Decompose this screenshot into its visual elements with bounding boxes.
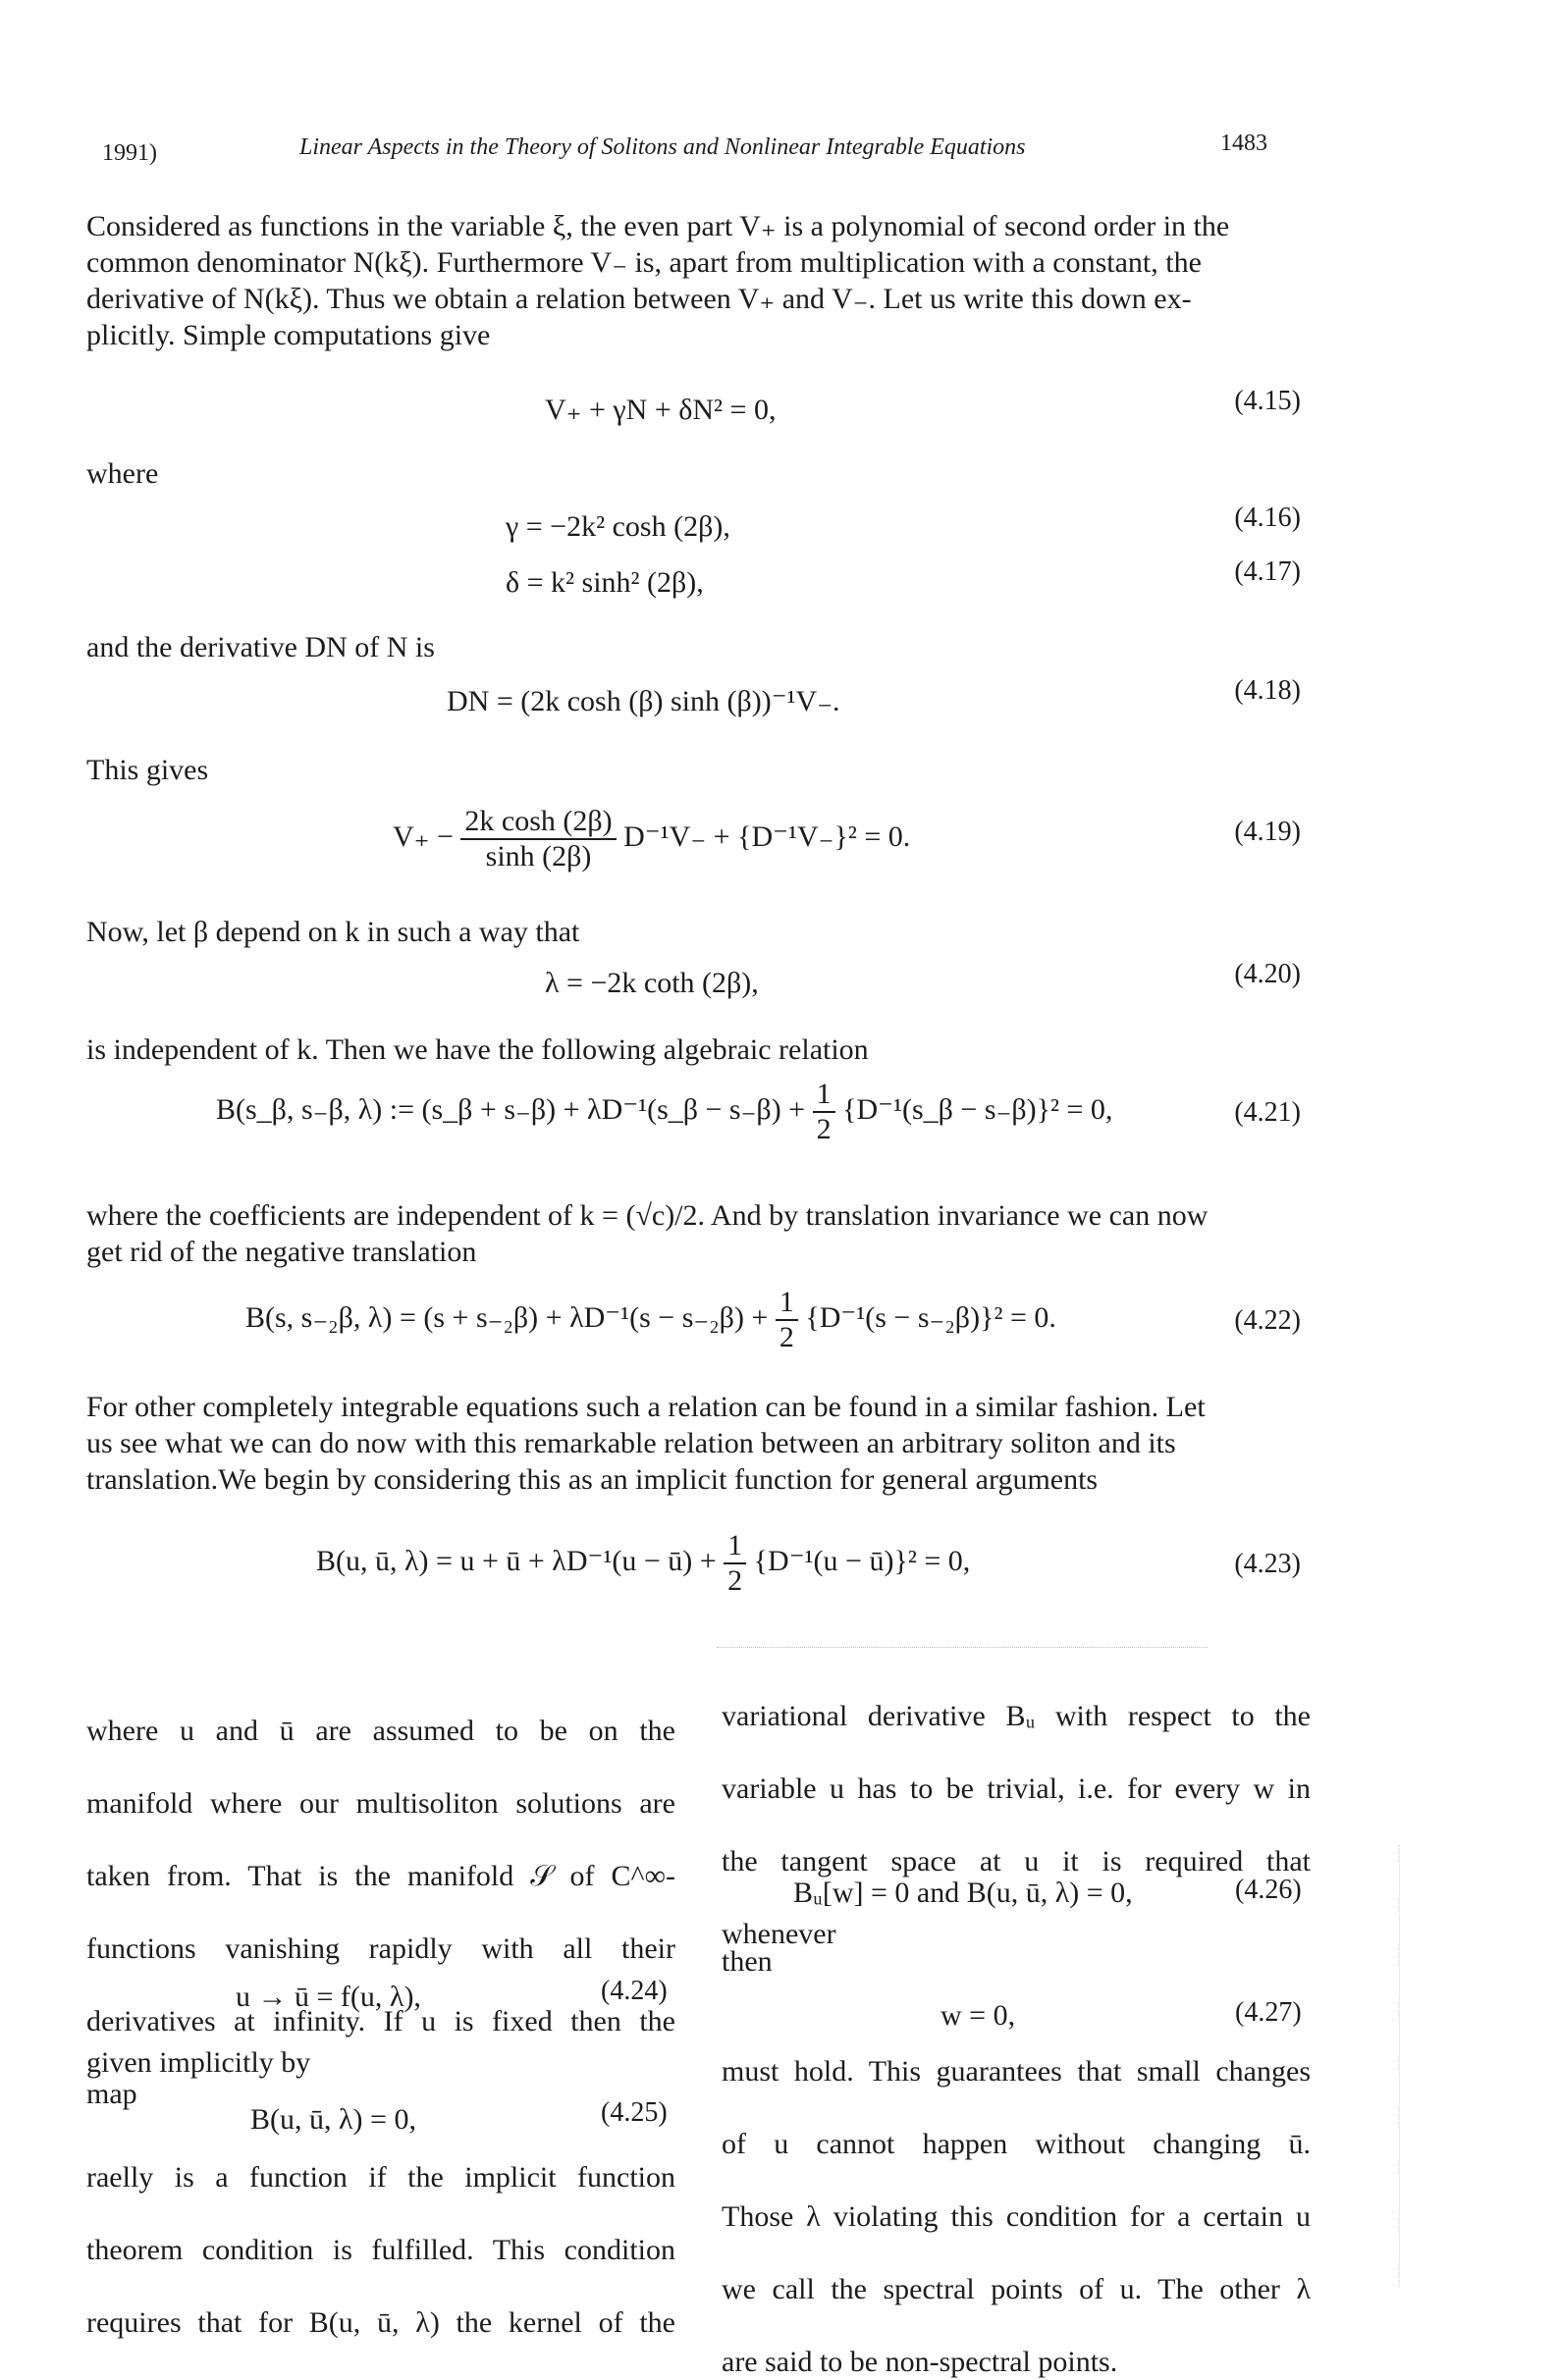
scan-artifact-line [717, 1647, 1208, 1648]
text-line: theorem condition is fulfilled. This condition [86, 2234, 675, 2266]
text-given-implicitly: given implicitly by [86, 2046, 311, 2079]
text-now-let: Now, let β depend on k in such a way that [86, 916, 580, 948]
fraction [460, 805, 616, 873]
fraction [776, 1286, 798, 1354]
equation-number: (4.27) [1235, 1997, 1302, 2028]
text-line: plicitly. Simple computations give [86, 319, 491, 351]
fraction-denominator: 2 [727, 1564, 743, 1597]
equation-number: (4.18) [1234, 675, 1301, 706]
equation-4-18: DN = (2k cosh (β) sinh (β))⁻¹V₋. [447, 685, 840, 717]
equation-number: (4.23) [1234, 1549, 1301, 1579]
fraction-numerator: 2k cosh (2β) [460, 805, 616, 840]
equation-4-19 [393, 805, 910, 873]
intro-paragraph [86, 208, 1298, 353]
equation-4-26: Bᵤ[w] = 0 and B(u, ū, λ) = 0, [793, 1877, 1133, 1909]
text-line: requires that for B(u, ū, λ) the kernel of the [86, 2306, 675, 2339]
equation-number: (4.19) [1234, 817, 1301, 847]
text-line: taken from. That is the manifold 𝒮 of C^∞- [86, 1860, 675, 1892]
equation-4-17: δ = k² sinh² (2β), [506, 566, 704, 599]
equation-4-20: λ = −2k coth (2β), [545, 967, 759, 999]
equation-number: (4.22) [1234, 1305, 1301, 1336]
text-line: of u cannot happen without changing ū. [722, 2128, 1311, 2160]
text-line: we call the spectral points of u. The other λ [722, 2273, 1311, 2305]
text-line: For other completely integrable equations such a relation can be found in a similar fashion. Let [86, 1391, 1206, 1423]
text-line: common denominator N(kξ). Furthermore V₋ is, apart from multiplication with a constant, the [86, 246, 1202, 279]
equation-4-25: B(u, ū, λ) = 0, [250, 2103, 416, 2136]
text-line: must hold. This guarantees that small changes [722, 2055, 1311, 2088]
text-line: derivative of N(kξ). Thus we obtain a relation between V₊ and V₋. Let us write this down ex- [86, 283, 1192, 315]
equation-number: (4.20) [1234, 959, 1301, 989]
text-line: us see what we can do now with this remarkable relation between an arbitrary soliton and its [86, 1427, 1176, 1459]
eq-part: {D⁻¹(s − s₋₂β)}² = 0. [805, 1300, 1056, 1334]
text-line: map [86, 2078, 137, 2110]
running-title: Linear Aspects in the Theory of Solitons and Nonlinear Integrable Equations [299, 134, 1026, 160]
text-line: whenever [722, 1918, 836, 1950]
equation-number: (4.15) [1234, 386, 1301, 416]
eq-part: D⁻¹V₋ + {D⁻¹V₋}² = 0. [623, 820, 911, 853]
text-line: where u and ū are assumed to be on the [86, 1715, 675, 1747]
fraction-denominator: sinh (2β) [485, 840, 592, 873]
text-line: get rid of the negative translation [86, 1236, 477, 1268]
eq-part: {D⁻¹(s_β − s₋β)}² = 0, [842, 1092, 1113, 1126]
text-line: translation.We begin by considering this as an implicit function for general arguments [86, 1463, 1099, 1496]
eq-part: B(u, ū, λ) = u + ū + λD⁻¹(u − ū) + [316, 1544, 717, 1577]
equation-4-21 [216, 1078, 1112, 1146]
text-then: then [722, 1945, 773, 1978]
text-line: Considered as functions in the variable ξ, the even part V₊ is a polynomial of second order in the [86, 210, 1230, 242]
text-line: the tangent space at u it is required that [722, 1845, 1311, 1878]
page-number: 1483 [1220, 131, 1267, 156]
coefficients-paragraph [86, 1197, 1298, 1270]
text-is-independent: is independent of k. Then we have the following algebraic relation [86, 1033, 869, 1066]
eq-part: B(s, s₋₂β, λ) = (s + s₋₂β) + λD⁻¹(s − s₋₂β) + [245, 1300, 769, 1334]
text-where: where [86, 457, 159, 490]
equation-4-27: w = 0, [940, 1999, 1016, 2032]
text-this-gives: This gives [86, 754, 209, 786]
eq-part: V₊ − [393, 820, 454, 853]
equation-4-22 [245, 1286, 1056, 1354]
paragraph-other-equations [86, 1389, 1298, 1498]
text-line: manifold where our multisoliton solutions are [86, 1787, 675, 1820]
equation-number: (4.25) [601, 2097, 668, 2128]
text-line: derivatives at infinity. If u is fixed then the [86, 2005, 675, 2037]
header-year: 1991) [102, 140, 157, 166]
fraction [813, 1078, 835, 1146]
equation-4-24: u → ū = f(u, λ), [236, 1981, 421, 2013]
equation-number: (4.16) [1234, 502, 1301, 533]
right-column [722, 1698, 1311, 1952]
equation-number: (4.21) [1234, 1097, 1301, 1128]
text-line: variable u has to be trivial, i.e. for every w in [722, 1772, 1311, 1805]
fraction-numerator: 1 [724, 1529, 746, 1564]
text-line: raelly is a function if the implicit function [86, 2161, 675, 2194]
equation-number: (4.26) [1235, 1875, 1302, 1905]
right-column-continued [722, 2053, 1311, 2380]
text-line: variational derivative Bᵤ with respect to the [722, 1700, 1311, 1732]
text-line: are said to be non-spectral points. [722, 2346, 1118, 2378]
text-line: functions vanishing rapidly with all their [86, 1932, 675, 1965]
scan-margin-artifact [1399, 1845, 1402, 2287]
equation-4-16: γ = −2k² cosh (2β), [506, 510, 730, 543]
equation-number: (4.17) [1234, 556, 1301, 587]
fraction-denominator: 2 [779, 1321, 794, 1353]
fraction [724, 1529, 746, 1598]
equation-4-15: V₊ + γN + δN² = 0, [545, 394, 777, 426]
equation-number: (4.24) [601, 1976, 668, 2006]
left-column-continued [86, 2159, 675, 2377]
fraction-denominator: 2 [816, 1113, 832, 1145]
text-line: Those λ violating this condition for a certain u [722, 2200, 1311, 2233]
eq-part: B(s_β, s₋β, λ) := (s_β + s₋β) + λD⁻¹(s_β − s₋β) + [216, 1092, 806, 1126]
fraction-numerator: 1 [813, 1078, 835, 1113]
equation-4-23 [316, 1529, 970, 1598]
fraction-numerator: 1 [776, 1286, 798, 1321]
text-line: where the coefficients are independent of k = (√c)/2. And by translation invariance we can now [86, 1199, 1209, 1232]
eq-part: {D⁻¹(u − ū)}² = 0, [753, 1544, 971, 1577]
text-and-derivative: and the derivative DN of N is [86, 631, 435, 663]
